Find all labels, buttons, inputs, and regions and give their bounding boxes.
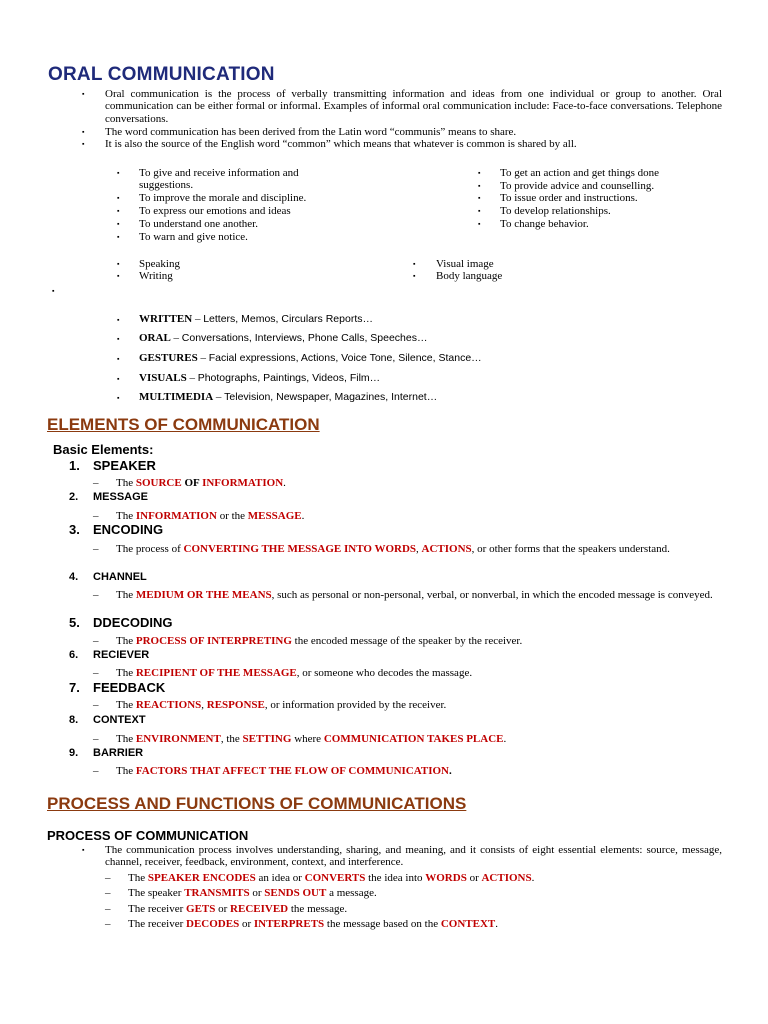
purpose-left-item: To give and receive information and suggestions. — [139, 167, 299, 192]
purpose-left-item: To understand one another. — [139, 218, 258, 230]
element-name: SPEAKER — [93, 458, 156, 473]
purpose-right-item: To issue order and instructions. — [500, 192, 638, 204]
element-name: BARRIER — [93, 747, 144, 759]
channel-label: VISUALS — [139, 372, 187, 384]
channel-label: WRITTEN — [139, 313, 193, 325]
process-step: The receiver DECODES or INTERPRETS the message based on the CONTEXT. — [128, 918, 499, 930]
element-number: 9. — [69, 747, 79, 759]
channel-desc: Conversations, Interviews, Phone Calls, Speeches… — [181, 332, 428, 344]
dash-icon: – — [93, 733, 99, 745]
basic-elements-label: Basic Elements: — [53, 442, 154, 457]
channel-desc: Television, Newspaper, Magazines, Internet… — [224, 391, 438, 403]
dash-icon: – — [93, 635, 99, 647]
channel-sep: – — [186, 372, 198, 384]
purpose-right-item: To provide advice and counselling. — [500, 180, 655, 192]
element-desc: The SOURCE OF INFORMATION. — [116, 477, 286, 489]
dash-icon: – — [93, 477, 99, 489]
bullet-icon: ▪ — [478, 207, 481, 215]
dash-icon: – — [93, 543, 99, 555]
channel-label: ORAL — [139, 332, 171, 344]
bullet-icon: ▪ — [52, 287, 55, 295]
element-desc: The REACTIONS, RESPONSE, or information provided by the receiver. — [116, 699, 447, 711]
element-desc: The PROCESS OF INTERPRETING the encoded message of the speaker by the receiver. — [116, 635, 523, 647]
process-heading: PROCESS AND FUNCTIONS OF COMMUNICATIONS — [47, 794, 467, 813]
channel-item — [139, 391, 437, 403]
bullet-icon: ▪ — [82, 128, 85, 136]
element-number: 3. — [69, 522, 80, 537]
element-name: MESSAGE — [93, 491, 149, 503]
channel-item — [139, 332, 428, 344]
form-item: Body language — [436, 270, 503, 282]
form-item: Visual image — [436, 258, 494, 270]
process-paragraph: The communication process involves understanding, sharing, and meaning, and it consists of eight essential elements: source, message, channel, receiver, feedback, environment, context, and interference. — [105, 844, 722, 869]
bullet-icon: ▪ — [117, 375, 120, 383]
purpose-left-item: To warn and give notice. — [139, 231, 248, 243]
process-step: The receiver GETS or RECEIVED the message. — [128, 903, 348, 915]
channel-label: MULTIMEDIA — [139, 391, 214, 403]
channel-desc: Photographs, Paintings, Videos, Film… — [197, 372, 381, 384]
purpose-left-item: To improve the morale and discipline. — [139, 192, 307, 204]
bullet-icon: ▪ — [478, 182, 481, 190]
dash-icon: – — [105, 887, 111, 899]
form-item: Writing — [139, 270, 173, 282]
channel-sep: – — [192, 313, 204, 325]
element-desc: The INFORMATION or the MESSAGE. — [116, 510, 305, 522]
dash-icon: – — [93, 510, 99, 522]
dash-icon: – — [93, 765, 99, 777]
element-desc: The process of CONVERTING THE MESSAGE INTO WORDS, ACTIONS, or other forms that the speakers understand. — [116, 543, 670, 555]
bullet-icon: ▪ — [478, 194, 481, 202]
bullet-icon: ▪ — [117, 335, 120, 343]
element-name: CHANNEL — [93, 571, 147, 583]
intro-paragraph-3: It is also the source of the English word “common” which means that whatever is common is shared by all. — [105, 138, 577, 150]
purpose-left-item: To express our emotions and ideas — [139, 205, 291, 217]
element-name: RECIEVER — [93, 649, 150, 661]
dash-icon: – — [105, 918, 111, 930]
element-number: 5. — [69, 615, 80, 630]
dash-icon: – — [105, 903, 111, 915]
bullet-icon: ▪ — [82, 140, 85, 148]
element-number: 4. — [69, 571, 79, 583]
purpose-right-item: To develop relationships. — [500, 205, 611, 217]
bullet-icon: ▪ — [117, 355, 120, 363]
bullet-icon: ▪ — [478, 169, 481, 177]
process-step: The SPEAKER ENCODES an idea or CONVERTS the idea into WORDS or ACTIONS. — [128, 872, 535, 884]
element-desc: The FACTORS THAT AFFECT THE FLOW OF COMMUNICATION. — [116, 765, 452, 777]
element-name: CONTEXT — [93, 714, 146, 726]
bullet-icon: ▪ — [82, 90, 85, 98]
element-name: DDECODING — [93, 615, 173, 630]
bullet-icon: ▪ — [117, 220, 120, 228]
process-step: The speaker TRANSMITS or SENDS OUT a message. — [128, 887, 377, 899]
channel-sep: – — [170, 332, 182, 344]
bullet-icon: ▪ — [117, 169, 120, 177]
element-desc: The ENVIRONMENT, the SETTING where COMMUNICATION TAKES PLACE. — [116, 733, 507, 745]
bullet-icon: ▪ — [117, 233, 120, 241]
form-item: Speaking — [139, 258, 180, 270]
purpose-right-item: To change behavior. — [500, 218, 589, 230]
page-title: ORAL COMMUNICATION — [48, 64, 275, 85]
element-name: FEEDBACK — [93, 680, 166, 695]
bullet-icon: ▪ — [413, 260, 416, 268]
element-number: 1. — [69, 458, 80, 473]
element-number: 2. — [69, 491, 79, 503]
channel-label: GESTURES — [139, 352, 198, 364]
intro-paragraph-2: The word communication has been derived from the Latin word “communis” means to share. — [105, 126, 517, 138]
bullet-icon: ▪ — [117, 260, 120, 268]
bullet-icon: ▪ — [117, 394, 120, 402]
channel-item — [139, 313, 373, 325]
channel-sep: – — [213, 391, 225, 403]
element-number: 6. — [69, 649, 79, 661]
channel-item — [139, 372, 380, 384]
dash-icon: – — [93, 589, 99, 601]
element-number: 7. — [69, 680, 80, 695]
purpose-right-item: To get an action and get things done — [500, 167, 659, 179]
channel-desc: Facial expressions, Actions, Voice Tone, Silence, Stance… — [208, 352, 482, 364]
bullet-icon: ▪ — [413, 272, 416, 280]
dash-icon: – — [93, 667, 99, 679]
element-name: ENCODING — [93, 522, 164, 537]
element-number: 8. — [69, 714, 79, 726]
bullet-icon: ▪ — [82, 846, 85, 854]
bullet-icon: ▪ — [117, 194, 120, 202]
channel-desc: Letters, Memos, Circulars Reports… — [203, 313, 373, 325]
channel-item — [139, 352, 482, 364]
bullet-icon: ▪ — [478, 220, 481, 228]
bullet-icon: ▪ — [117, 207, 120, 215]
element-desc: The MEDIUM OR THE MEANS, such as personal or non-personal, verbal, or nonverbal, in which the encoded message is conveyed. — [116, 589, 713, 601]
bullet-icon: ▪ — [117, 272, 120, 280]
element-desc: The RECIPIENT OF THE MESSAGE, or someone who decodes the massage. — [116, 667, 473, 679]
dash-icon: – — [93, 699, 99, 711]
intro-paragraph-1: Oral communication is the process of verbally transmitting information and ideas from one individual or group to another. Oral communication can be either formal or informal. Examples of informal oral communication include: Face-to-face conversations. Telephone conversations. — [105, 88, 722, 125]
dash-icon: – — [105, 872, 111, 884]
process-subheading: PROCESS OF COMMUNICATION — [47, 828, 249, 843]
channel-sep: – — [197, 352, 209, 364]
elements-heading: ELEMENTS OF COMMUNICATION — [47, 415, 320, 434]
bullet-icon: ▪ — [117, 316, 120, 324]
